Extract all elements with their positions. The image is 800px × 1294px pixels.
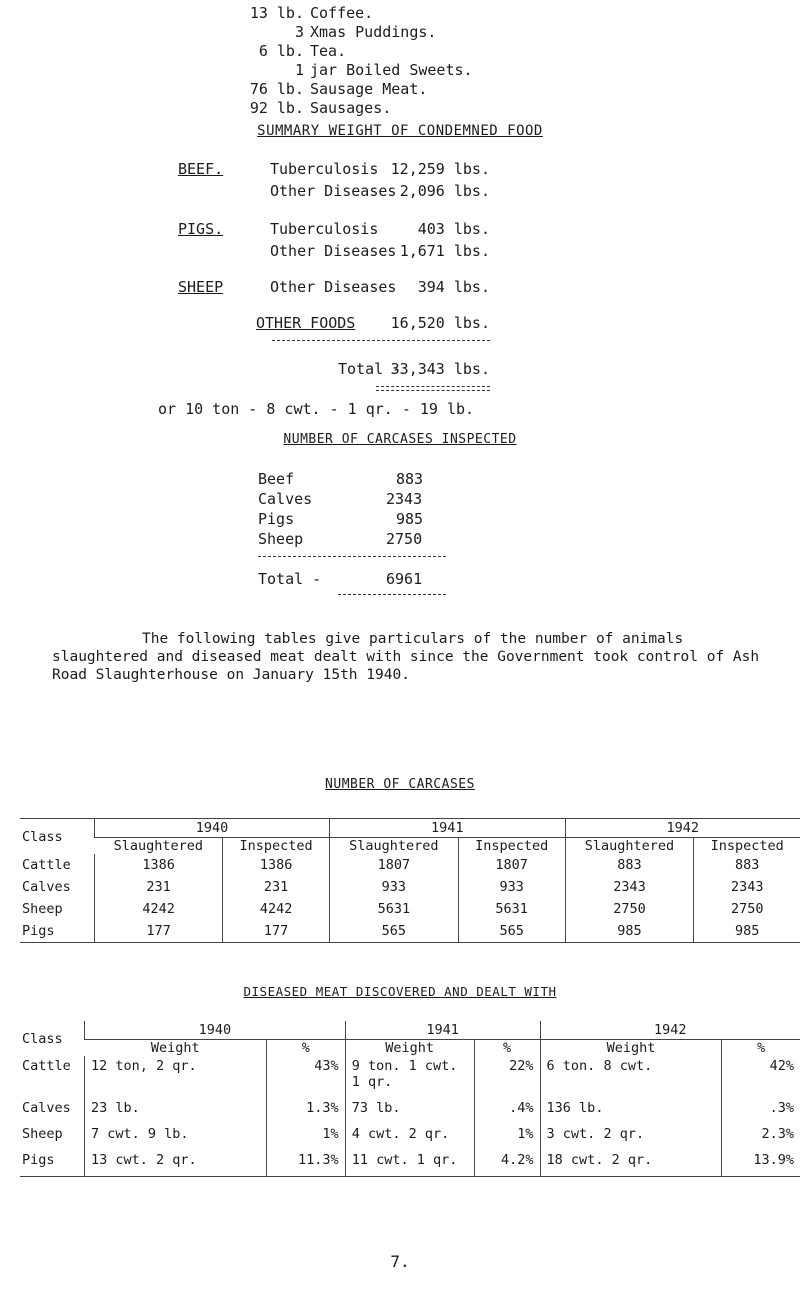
table-row: Pigs 13 cwt. 2 qr. 11.3% 11 cwt. 1 qr. 4.2% 18 cwt. 2 qr. 13.9% [20,1150,800,1177]
class-header: Class [22,1030,63,1047]
inspected-total-row: Total - 6961 [258,570,423,588]
divider [338,594,446,595]
divider [258,556,446,557]
table-row: Pigs 177 177 565 565 985 985 [20,920,800,943]
summary-title: SUMMARY WEIGHT OF CONDEMNED FOOD [257,123,543,139]
summary-pigs-other-row: Other Diseases 1,671 lbs. [270,242,490,260]
page-number: 7. [390,1252,410,1271]
table-row: Calves 231 231 933 933 2343 2343 [20,876,800,898]
other-foods-label: OTHER FOODS [256,314,356,332]
diseased-meat-table: Class 1940 1941 1942 Weight % Weight % Weight % Cattle 12 ton, 2 qr. 43% 9 ton. 1 cwt. 1 qr. 22% 6 ton. 8 cwt. 42% Calves 23 lb. 1.3% 73 lb. .4% 136 lb. .3% Sheep 7 cwt. 9 lb. 1% 4 cwt. 2 qr. 1% 3 cwt. 2 qr. 2.3% Pigs 13 cwt. 2 qr. 11.3% 11 cwt. 1 qr. 4.2% 18 cwt. 2 qr. 13.9% [20,1021,800,1177]
list-item: 76 lb. Sausage Meat. [249,80,428,98]
class-header: Class [22,828,63,845]
table-row: Cattle 1386 1386 1807 1807 883 883 [20,854,800,876]
summary-or-line: or 10 ton - 8 cwt. - 1 qr. - 19 lb. [158,400,475,418]
table2-title: DISEASED MEAT DISCOVERED AND DEALT WITH [243,984,557,999]
table-row: Sheep 7 cwt. 9 lb. 1% 4 cwt. 2 qr. 1% 3 cwt. 2 qr. 2.3% [20,1124,800,1150]
table-row: Cattle 12 ton, 2 qr. 43% 9 ton. 1 cwt. 1 qr. 22% 6 ton. 8 cwt. 42% [20,1056,800,1098]
summary-pigs-tb-row: PIGS. Tuberculosis 403 lbs. [178,220,490,238]
beef-label: BEEF. [178,160,224,178]
inspected-row: Pigs 985 [258,510,424,528]
sheep-label: SHEEP [178,278,224,296]
list-item: 3 Xmas Puddings. [294,23,437,41]
inspected-row: Beef 883 [258,470,424,488]
inspected-row: Calves 2343 [258,490,423,508]
list-item: 92 lb. Sausages. [249,99,392,117]
divider [272,340,490,341]
carcases-inspected-title: NUMBER OF CARCASES INSPECTED [283,432,517,447]
list-item: 6 lb. Tea. [258,42,347,60]
table-row: Calves 23 lb. 1.3% 73 lb. .4% 136 lb. .3% [20,1098,800,1124]
summary-other-foods-row: OTHER FOODS 16,520 lbs. [256,314,490,332]
inspected-row: Sheep 2750 [258,530,423,548]
table-row: Sheep 4242 4242 5631 5631 2750 2750 [20,898,800,920]
list-item: 1 jar Boiled Sweets. [294,61,473,79]
list-item: 13 lb. Coffee. [249,4,374,22]
summary-total-row: Total - 33,343 lbs. [338,360,490,378]
intro-paragraph: The following tables give particulars of the number of animals slaughtered and diseased meat dealt with since the Government took control of Ash Road Slaughterhouse on January 15th 1940. [52,631,760,683]
double-divider [376,386,490,391]
summary-beef-tb-row: BEEF. Tuberculosis 12,259 lbs. [178,160,490,178]
summary-beef-other-row: Other Diseases 2,096 lbs. [270,182,490,200]
pigs-label: PIGS. [178,220,224,238]
carcases-table: Class 1940 1941 1942 Slaughtered Inspected Slaughtered Inspected Slaughtered Inspected Cattle 1386 1386 1807 1807 883 883 Calves 231 231 933 933 2343 2343 Sheep 4242 4242 5631 5631 2750 2750 Pigs 177 177 565 565 985 985 [20,818,800,943]
table1-title: NUMBER OF CARCASES [325,777,475,792]
items-list [236,4,473,118]
summary-sheep-row: SHEEP Other Diseases 394 lbs. [178,278,490,296]
